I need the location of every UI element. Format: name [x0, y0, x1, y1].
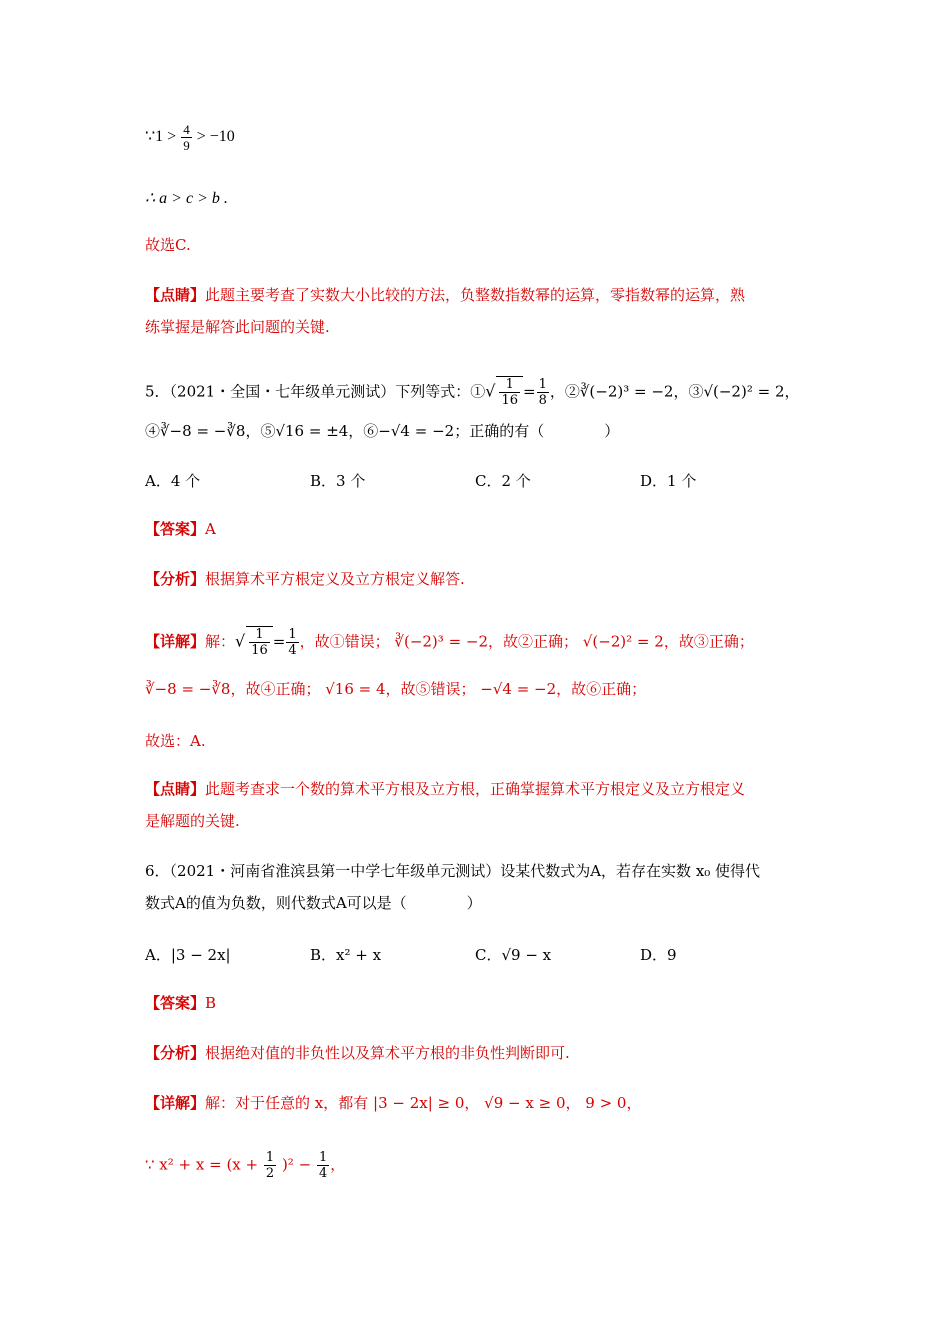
q6-stem-line-1: 6．（2021・河南省淮滨县第一中学七年级单元测试）设某代数式为A，若存在实数 x₀ 使得代: [145, 862, 761, 880]
detail-rhs-num: 1: [288, 627, 297, 642]
inequality-prefix: ∵1 >: [145, 128, 177, 146]
q5-eq1-rhs-den: 8: [538, 393, 547, 408]
detail-prefix: 解：: [205, 632, 236, 651]
q5-eq2: ，②∛(−2)³ = −2: [549, 382, 674, 401]
q5-stem-prefix: 5．（2021・全国・七年级单元测试）下列等式：①: [145, 382, 486, 401]
detail-radicand-frac: [249, 627, 270, 658]
fraction-numerator: 4: [183, 122, 190, 137]
dianjing-prev-b: 练掌握是解答此问题的关键.: [145, 318, 330, 336]
dianjing-tag: 【点睛】: [145, 286, 206, 304]
last-suffix: ，: [330, 1155, 346, 1174]
fraction-denominator: 9: [183, 138, 190, 153]
detail-text: 解：对于任意的 x，都有 |3 − 2x| ≥ 0， √9 − x ≥ 0， 9 > 0，: [205, 1094, 642, 1112]
q6-analysis-line: [145, 1042, 820, 1064]
answer-tag: 【答案】: [145, 994, 206, 1012]
q5-answer-line: [145, 518, 820, 540]
q5-dianjing-a: [145, 778, 820, 800]
detail-equals: =: [272, 632, 286, 651]
q6-last-line: [145, 1150, 820, 1181]
q5-eq3: ，③√(−2)² = 2，: [673, 382, 800, 401]
sqrt-sign: √: [235, 631, 246, 651]
choose-c-line: 故选C.: [145, 236, 191, 254]
detail-tag: 【详解】: [145, 1094, 206, 1112]
last-frac2-num: 1: [318, 1150, 328, 1165]
q5-option-a: A．4 个: [145, 472, 201, 490]
analysis-text: 根据算术平方根定义及立方根定义解答.: [205, 570, 465, 588]
answer-value: A: [205, 520, 216, 538]
q5-eq1-rhs-num: 1: [538, 377, 547, 392]
q5-conclusion: 故选：A.: [145, 732, 206, 750]
last-mid: )² −: [281, 1155, 312, 1174]
dianjing-prev-a: [145, 284, 820, 306]
q6-answer-line: [145, 992, 820, 1014]
detail-rhs-den: 4: [288, 643, 297, 658]
last-prefix: ∵ x² + x = (x +: [145, 1155, 259, 1174]
analysis-tag: 【分析】: [145, 1044, 206, 1062]
q5-option-b: B．3 个: [310, 472, 366, 490]
q5-eq1-rad-num: 1: [499, 377, 520, 393]
last-frac-half: [264, 1150, 276, 1181]
analysis-text: 根据绝对值的非负性以及算术平方根的非负性判断即可.: [205, 1044, 570, 1062]
q6-option-d: D．9: [640, 946, 677, 964]
dianjing-tag: 【点睛】: [145, 780, 206, 798]
detail-rad-num: 1: [249, 627, 270, 643]
q6-option-b: B．x² + x: [310, 946, 382, 964]
detail-tag: 【详解】: [145, 632, 206, 651]
q5-eq1-rad-den: 16: [501, 393, 518, 408]
q6-stem-line-2: 数式A的值为负数，则代数式A可以是（ ）: [145, 894, 482, 912]
inequality-suffix: > −10: [196, 128, 235, 146]
detail-rest: ，故①错误； ∛(−2)³ = −2，故②正确； √(−2)² = 2，故③正确；: [299, 632, 754, 651]
q5-stem-line-2: ④∛−8 = −∛8，⑤√16 = ±4，⑥−√4 = −2；正确的有（ ）: [145, 422, 620, 440]
q6-detail-line: [145, 1092, 820, 1114]
q5-eq1-radicand-frac: [499, 377, 520, 408]
q5-eq1-rhs: [537, 377, 549, 408]
inequality-line: [145, 122, 820, 153]
detail-rhs: [286, 627, 298, 658]
answer-tag: 【答案】: [145, 520, 206, 538]
last-frac-quarter: [317, 1150, 329, 1181]
conclusion-line: ∴ a > c > b .: [145, 190, 228, 207]
q6-option-a: A．|3 − 2x|: [145, 946, 231, 964]
q5-analysis-line: [145, 568, 820, 590]
q5-dianjing-b: 是解题的关键.: [145, 812, 240, 830]
dianjing-text: 此题考查求一个数的算术平方根及立方根，正确掌握算术平方根定义及立方根定义: [205, 780, 746, 798]
detail-radicand: [246, 626, 273, 658]
q5-stem-line-1: [145, 376, 820, 408]
last-frac1-den: 2: [265, 1166, 275, 1181]
q5-eq1-equals: =: [522, 382, 536, 401]
dianjing-text: 此题主要考查了实数大小比较的方法，负整数指数幂的运算，零指数幂的运算，熟: [205, 286, 746, 304]
answer-value: B: [205, 994, 217, 1012]
detail-rad-den: 16: [251, 643, 268, 658]
q5-option-c: C．2 个: [475, 472, 531, 490]
q5-detail-line-1: [145, 626, 820, 658]
sqrt-sign: √: [485, 381, 496, 401]
last-frac1-num: 1: [265, 1150, 275, 1165]
q5-option-d: D．1 个: [640, 472, 697, 490]
q5-eq1-radicand: [496, 376, 523, 408]
fraction-4-9: [181, 122, 192, 153]
analysis-tag: 【分析】: [145, 570, 206, 588]
last-frac2-den: 4: [318, 1166, 328, 1181]
q5-detail-line-2: ∛−8 = −∛8，故④正确； √16 = 4，故⑤错误； −√4 = −2，故⑥正确；: [145, 680, 647, 698]
q6-option-c: C．√9 − x: [475, 946, 552, 964]
